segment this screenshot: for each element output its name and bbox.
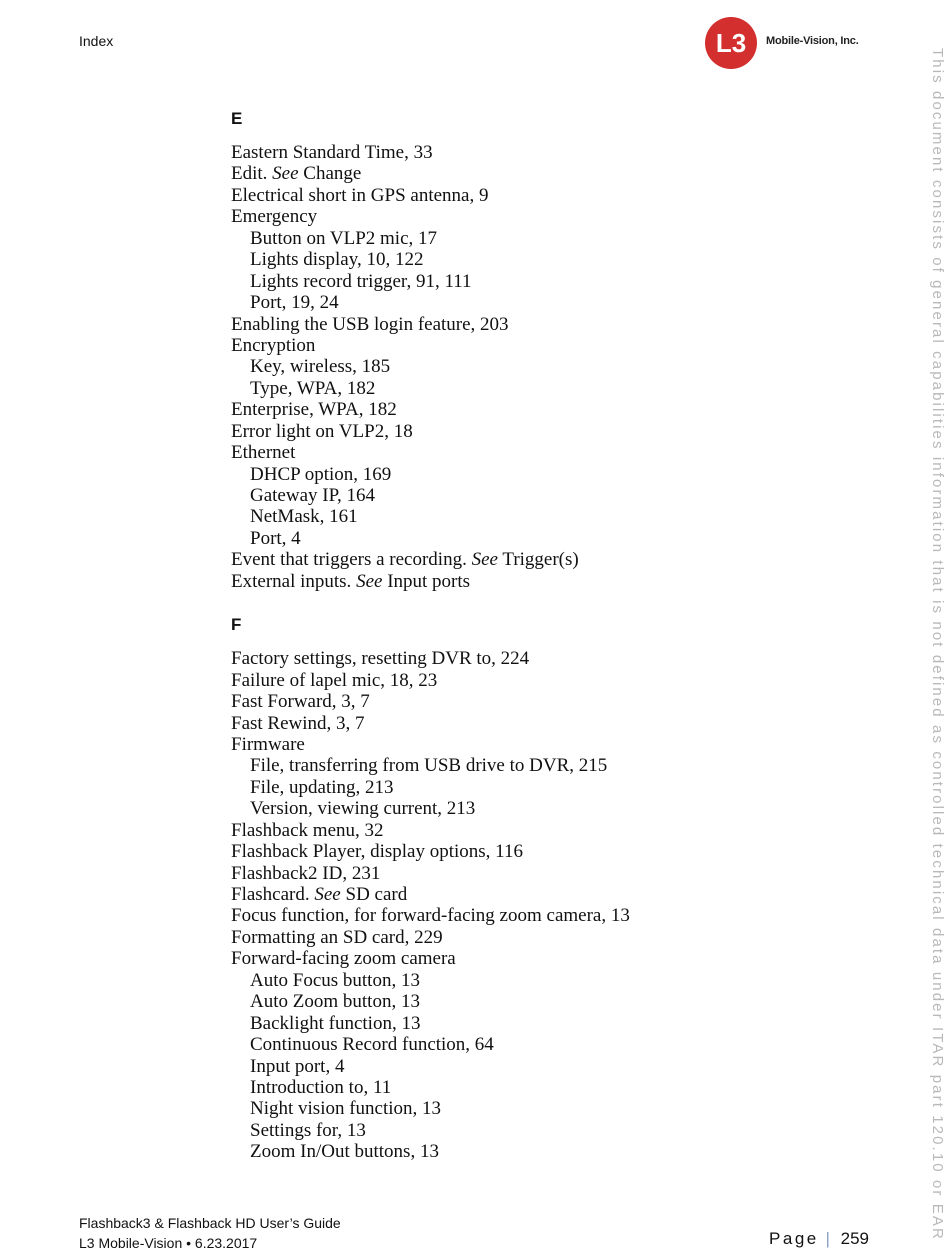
index-subentry: Introduction to, 11 — [250, 1076, 392, 1098]
logo-mark-text: L3 — [715, 28, 747, 58]
watermark-text: This document consists of general capabilities information that is not defined as controlled technical data under ITAR part 120.10 or EAR — [929, 48, 946, 1241]
index-subentry: Lights record trigger, 91, 111 — [250, 270, 472, 292]
index-entry: Flashback menu, 32 — [231, 819, 384, 841]
see-reference: See — [314, 884, 341, 905]
logo-company-name: Mobile-Vision, Inc. — [766, 35, 859, 47]
company-logo — [704, 16, 874, 70]
index-subentry: Input port, 4 — [250, 1055, 345, 1077]
index-entry: Enabling the USB login feature, 203 — [231, 313, 509, 335]
index-entry: Error light on VLP2, 18 — [231, 420, 413, 442]
section-letter: E — [231, 109, 243, 128]
index-subentry: Auto Focus button, 13 — [250, 969, 420, 991]
index-subentry: Version, viewing current, 213 — [250, 798, 476, 820]
index-subentry: Lights display, 10, 122 — [250, 249, 424, 271]
page-number: 259 — [840, 1229, 869, 1248]
entry-target: Input ports — [382, 570, 471, 592]
index-entry: Fast Forward, 3, 7 — [231, 691, 370, 713]
index-entry: Formatting an SD card, 229 — [231, 926, 443, 948]
index-entry: Failure of lapel mic, 18, 23 — [231, 669, 438, 691]
l3-logo-icon — [704, 16, 758, 70]
index-subentry: Auto Zoom button, 13 — [250, 991, 420, 1013]
entry-text: Flashcard. — [231, 884, 315, 905]
index-entry: Flashback2 ID, 231 — [231, 862, 381, 884]
index-subentry: Settings for, 13 — [250, 1119, 366, 1141]
entry-text: Edit. — [231, 163, 273, 185]
index-entry: Firmware — [231, 733, 305, 755]
see-reference: See — [356, 570, 383, 592]
header-title: Index — [79, 33, 114, 49]
entry-target: SD card — [340, 884, 408, 905]
index-subentry: File, transferring from USB drive to DVR, 215 — [250, 755, 608, 777]
index-subentry: Port, 19, 24 — [250, 292, 339, 314]
footer-publisher-date: L3 Mobile-Vision • 6.23.2017 — [79, 1235, 258, 1251]
index-entry — [231, 163, 881, 184]
index-entry — [231, 571, 881, 592]
index-entry — [231, 549, 881, 570]
footer-info — [79, 1213, 341, 1253]
index-subentry: Zoom In/Out buttons, 13 — [250, 1141, 439, 1163]
index-entry — [231, 884, 881, 905]
section-letter: F — [231, 615, 242, 635]
index-subentry: Port, 4 — [250, 527, 301, 549]
index-subentry: Button on VLP2 mic, 17 — [250, 227, 438, 249]
index-subentry: Key, wireless, 185 — [250, 356, 391, 378]
index-entry: Forward-facing zoom camera — [231, 948, 456, 970]
index-entry: Eastern Standard Time, 33 — [231, 142, 433, 163]
index-subentry: DHCP option, 169 — [250, 463, 392, 485]
index-entry: Electrical short in GPS antenna, 9 — [231, 184, 489, 206]
page-separator: | — [825, 1229, 830, 1248]
entry-target: Change — [298, 163, 362, 185]
index-entry: Fast Rewind, 3, 7 — [231, 712, 365, 734]
index-subentry: File, updating, 213 — [250, 776, 394, 798]
entry-target: Trigger(s) — [497, 549, 579, 571]
index-entry: Flashback Player, display options, 116 — [231, 841, 523, 863]
index-subentry: Continuous Record function, 64 — [250, 1034, 494, 1056]
index-entry: Focus function, for forward-facing zoom camera, 13 — [231, 905, 630, 927]
index-subentry: NetMask, 161 — [250, 506, 358, 528]
index-entry: Emergency — [231, 206, 318, 228]
see-reference: See — [471, 549, 498, 571]
entry-text: Event that triggers a recording. — [231, 549, 472, 571]
index-entry: Encryption — [231, 334, 316, 356]
index-entry: Ethernet — [231, 442, 296, 464]
footer-guide-title: Flashback3 & Flashback HD User’s Guide — [79, 1215, 341, 1231]
index-subentry: Gateway IP, 164 — [250, 485, 376, 506]
page-label: Page — [769, 1229, 819, 1248]
page-number-block — [769, 1229, 869, 1249]
index-subentry: Night vision function, 13 — [250, 1098, 442, 1120]
index-subentry: Type, WPA, 182 — [250, 377, 376, 399]
index-subentry: Backlight function, 13 — [250, 1012, 421, 1034]
itar-watermark — [928, 48, 948, 1241]
index-list — [231, 106, 881, 1163]
index-entry: Factory settings, resetting DVR to, 224 — [231, 648, 530, 670]
index-entry: Enterprise, WPA, 182 — [231, 399, 397, 421]
see-reference: See — [272, 163, 299, 185]
entry-text: External inputs. — [231, 570, 357, 592]
